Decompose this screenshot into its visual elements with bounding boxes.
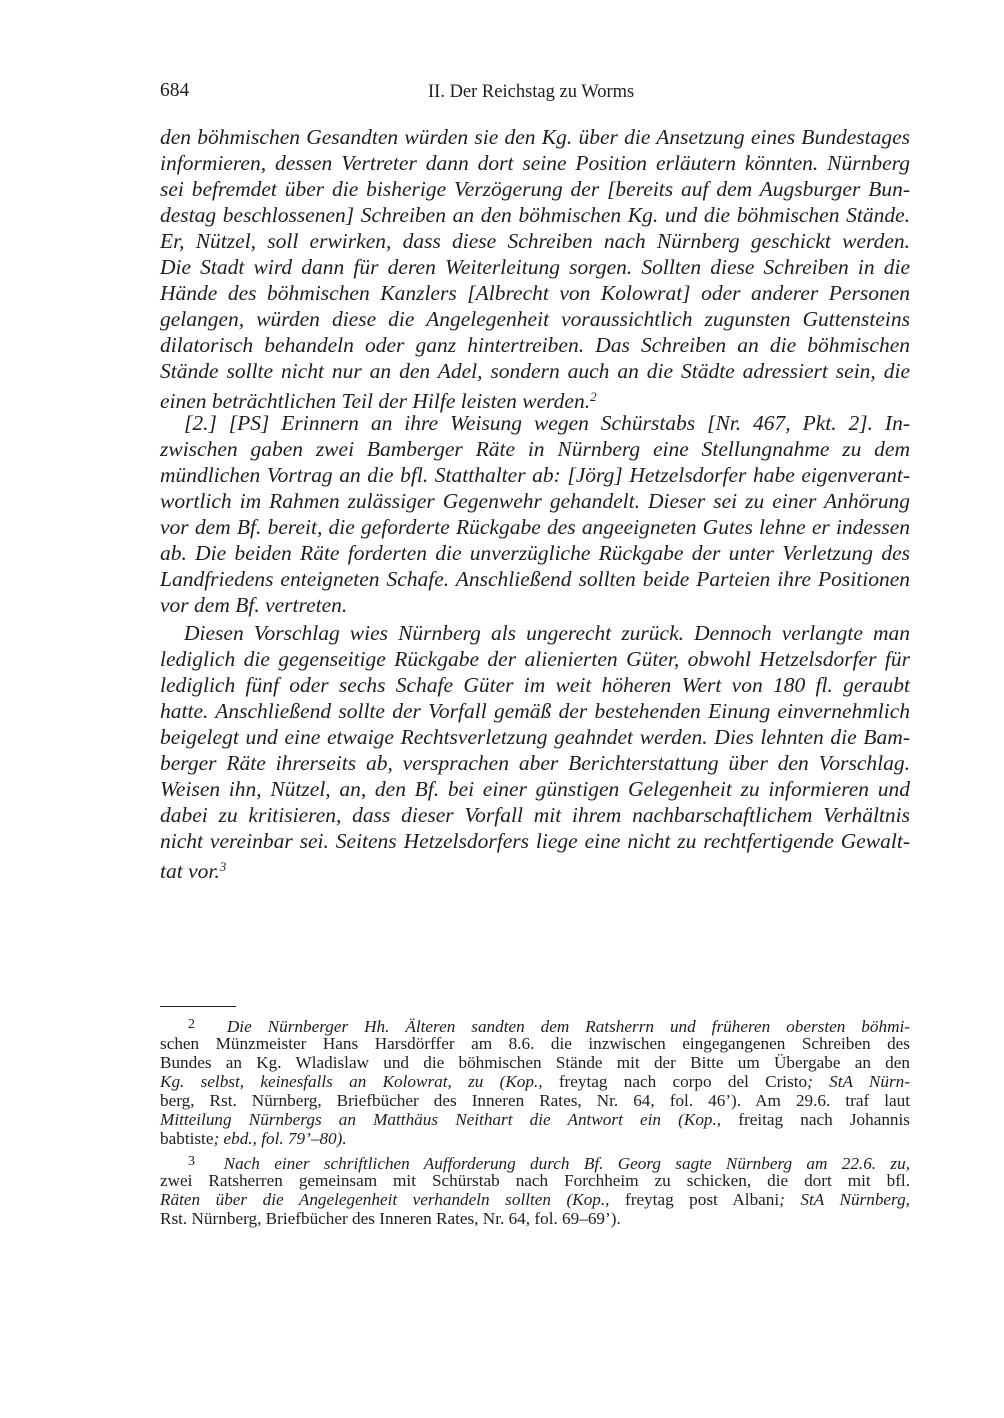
text-line: gelangen, würden diese die Angelegenheit voraussichtlich zugunsten Guttensteins (160, 307, 910, 331)
footnote-divider (160, 1006, 236, 1007)
text-line: Hände des böhmischen Kanzlers [Albrecht von Kolowrat] oder anderer Personen (160, 281, 910, 305)
footnote-line: schen Münzmeister Hans Harsdörffer am 8.6. die inzwischen eingegangenen Schreiben des (160, 1034, 910, 1053)
text-line: [2.] [PS] Erinnern an ihre Weisung wegen Schürstabs [Nr. 467, Pkt. 2]. In- (184, 411, 910, 435)
running-title: II. Der Reichstag zu Worms (428, 82, 635, 102)
footnote-text: ; ebd., fol. 79’–80). (213, 1129, 347, 1148)
text-line: vor dem Bf. bereit, die geforderte Rückgabe des angeeigneten Gutes lehne er indessen (160, 515, 910, 539)
text-line: mündlichen Vortrag an die bfl. Statthalter ab: [Jörg] Hetzelsdorfer habe eigenverant- (160, 463, 910, 487)
footnote-text: Räten über die Angelegenheit verhandeln sollten (Kop., (160, 1190, 610, 1209)
text-line: Landfriedens enteigneten Schafe. Anschließend sollten beide Parteien ihre Positionen (160, 567, 910, 591)
text-line: vor dem Bf. vertreten. (160, 593, 348, 617)
footnote-line (188, 1016, 910, 1034)
text-line: zwischen gaben zwei Bamberger Räte in Nürnberg eine Stellungnahme zu dem (160, 437, 910, 461)
text-line: sei befremdet über die bisherige Verzögerung der [bereits auf dem Augsburger Bun- (160, 177, 910, 201)
footnote-text: Die Nürnberger Hh. Älteren sandten dem Ratsherrn und früheren obersten böhmi- (226, 1017, 910, 1036)
text-line: hatte. Anschließend sollte der Vorfall gemäß der bestehenden Einung einvernehmlich (160, 699, 910, 723)
footnote-number: 3 (188, 1154, 195, 1169)
text-line: destag beschlossenen] Schreiben an den böhmischen Kg. und die böhmischen Stände. (160, 203, 910, 227)
footnote-line: Rst. Nürnberg, Briefbücher des Inneren Rates, Nr. 64, fol. 69–69’). (160, 1209, 621, 1228)
footnote-line (160, 1111, 910, 1129)
text-fragment: tat vor. (160, 859, 220, 883)
footnote-text: ; StA Nürn- (807, 1072, 910, 1091)
footnote-line (188, 1153, 910, 1171)
text-line: beigelegt und eine etwaige Rechtsverletzung geahndet werden. Dies lehnten die Bam- (160, 725, 910, 749)
footnote-text: freytag post Albani (609, 1190, 780, 1209)
footnote-text: freitag nach Johannis (721, 1110, 910, 1129)
text-line: den böhmischen Gesandten würden sie den Kg. über die Ansetzung eines Bundestages (160, 125, 910, 149)
text-line (160, 854, 227, 883)
footnote-line (160, 1073, 910, 1091)
footnote-text: Mitteilung Nürnbergs an Matthäus Neithart die Antwort ein (Kop., (160, 1110, 722, 1129)
text-line: Stände sollte nicht nur an den Adel, sondern auch an die Städte adressiert sein, die (160, 359, 910, 383)
footnote-ref: 2 (590, 389, 597, 404)
page-number: 684 (160, 80, 190, 101)
text-line: nicht vereinbar sei. Seitens Hetzelsdorfers liege eine nicht zu rechtfertigende Gewalt- (160, 829, 910, 853)
footnote-text: ; StA Nürnberg, (779, 1190, 910, 1209)
footnote-text: Nach einer schriftlichen Aufforderung durch Bf. Georg sagte Nürnberg am 22.6. zu, (223, 1154, 910, 1173)
text-line: Er, Nützel, soll erwirken, dass diese Schreiben nach Nürnberg geschickt werden. (160, 229, 910, 253)
footnote-text: babtiste (160, 1129, 214, 1148)
text-line: wortlich im Rahmen zulässiger Gegenwehr gehandelt. Dieser sei zu einer Anhörung (160, 489, 910, 513)
footnote-text: freytag nach corpo del Cristo (542, 1072, 808, 1091)
text-line: Diesen Vorschlag wies Nürnberg als ungerecht zurück. Dennoch verlangte man (184, 621, 910, 645)
text-line: lediglich fünf oder sechs Schafe Güter im weit höheren Wert von 180 fl. geraubt (160, 673, 910, 697)
text-line: dilatorisch behandeln oder ganz hintertreiben. Das Schreiben an die böhmischen (160, 333, 910, 357)
text-fragment: einen beträchtlichen Teil der Hilfe leisten werden. (160, 389, 591, 413)
text-line: berger Räte ihrerseits ab, versprachen aber Berichterstattung über den Vorschlag. (160, 751, 910, 775)
footnote-line: zwei Ratsherren gemeinsam mit Schürstab nach Forchheim zu schicken, die dort mit bfl. (160, 1171, 910, 1190)
text-line: informieren, dessen Vertreter dann dort seine Position erläutern könnten. Nürnberg (160, 151, 910, 175)
text-line: Die Stadt wird dann für deren Weiterleitung sorgen. Sollten diese Schreiben in die (160, 255, 910, 279)
footnote-line: berg, Rst. Nürnberg, Briefbücher des Inneren Rates, Nr. 64, fol. 46’). Am 29.6. traf laut (160, 1091, 910, 1110)
text-line: ab. Die beiden Räte forderten die unverzügliche Rückgabe der unter Verletzung des (160, 541, 910, 565)
footnote-line (160, 1191, 910, 1209)
footnote-line (160, 1130, 347, 1148)
footnote-text: Kg. selbst, keinesfalls an Kolowrat, zu (Kop., (160, 1072, 543, 1091)
footnote-ref: 3 (219, 859, 227, 874)
text-line: lediglich die gegenseitige Rückgabe der alienierten Güter, obwohl Hetzelsdorfer für (160, 647, 910, 671)
running-header (160, 80, 910, 108)
footnote-line: Bundes an Kg. Wladislaw und die böhmischen Stände mit der Bitte um Übergabe an den (160, 1053, 910, 1072)
text-line: Weisen ihn, Nützel, an, den Bf. bei einer günstigen Gelegenheit zu informieren und (160, 777, 910, 801)
text-line: dabei zu kritisieren, dass dieser Vorfall mit ihrem nachbarschaftlichem Verhältnis (160, 803, 910, 827)
text-line (160, 384, 597, 413)
footnote-number: 2 (188, 1017, 195, 1032)
